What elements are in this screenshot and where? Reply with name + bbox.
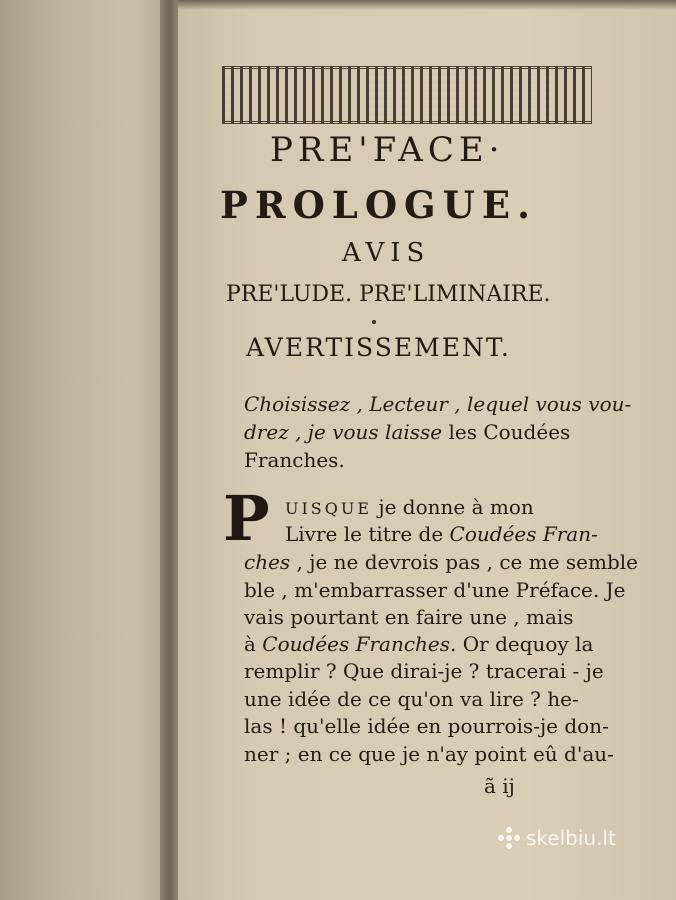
body-line-3-italic: ches <box>244 550 291 574</box>
body-line-6-italic: Coudées Franches. <box>262 632 457 656</box>
title-prelude: PRE'LUDE. PRE'LIMINAIRE. <box>226 282 551 307</box>
intro-line-2-italic: drez , je vous laisse <box>244 420 443 444</box>
body-line-9: las ! qu'elle idée en pourrois-je don- <box>244 714 609 738</box>
left-page <box>0 0 168 900</box>
watermark <box>498 826 616 850</box>
body-line-5: vais pourtant en faire une , mais <box>244 605 574 629</box>
body-line-3 <box>244 550 638 574</box>
signature-mark: ã ij <box>484 774 515 798</box>
watermark-text: skelbiu.lt <box>526 826 616 850</box>
page-top-shadow <box>178 0 676 10</box>
intro-line-1: Choisissez , Lecteur , lequel vous vou- <box>244 392 632 416</box>
body-line-7: remplir ? Que dirai-je ? tracerai - je <box>244 659 604 683</box>
body-line-1-rest: je donne à mon <box>372 495 534 519</box>
title-prologue: PROLOGUE. <box>220 183 537 227</box>
body-line-8: une idée de ce qu'on va lire ? he- <box>244 687 579 711</box>
body-line-4: ble , m'embarrasser d'une Préface. Je <box>244 578 626 602</box>
body-line-6-rest: Or dequoy la <box>456 632 594 656</box>
intro-line-2-roman: les Coudées <box>442 420 571 444</box>
small-caps-word: UISQUE <box>285 499 373 518</box>
drop-cap: P <box>223 482 270 555</box>
intro-line-3: Franches. <box>244 448 345 472</box>
body-line-2 <box>285 522 598 546</box>
body-line-10: ner ; en ce que je n'ay point eû d'au- <box>244 742 614 766</box>
title-avis: AVIS <box>342 238 431 268</box>
separator-dot <box>372 320 376 324</box>
title-avertissement: AVERTISSEMENT. <box>246 333 511 362</box>
body-line-6 <box>244 632 593 656</box>
intro-line-2 <box>244 420 570 444</box>
decorative-headpiece <box>222 66 592 124</box>
body-line-1 <box>285 495 534 519</box>
body-line-2-italic: Coudées Fran- <box>449 522 598 546</box>
title-preface: PRE'FACE· <box>270 130 505 170</box>
dots-logo-icon <box>498 827 520 849</box>
body-line-3-rest: , je ne devrois pas , ce me semble <box>290 550 638 574</box>
body-line-2-a: Livre le titre de <box>285 522 450 546</box>
body-line-6-a: à <box>244 632 263 656</box>
